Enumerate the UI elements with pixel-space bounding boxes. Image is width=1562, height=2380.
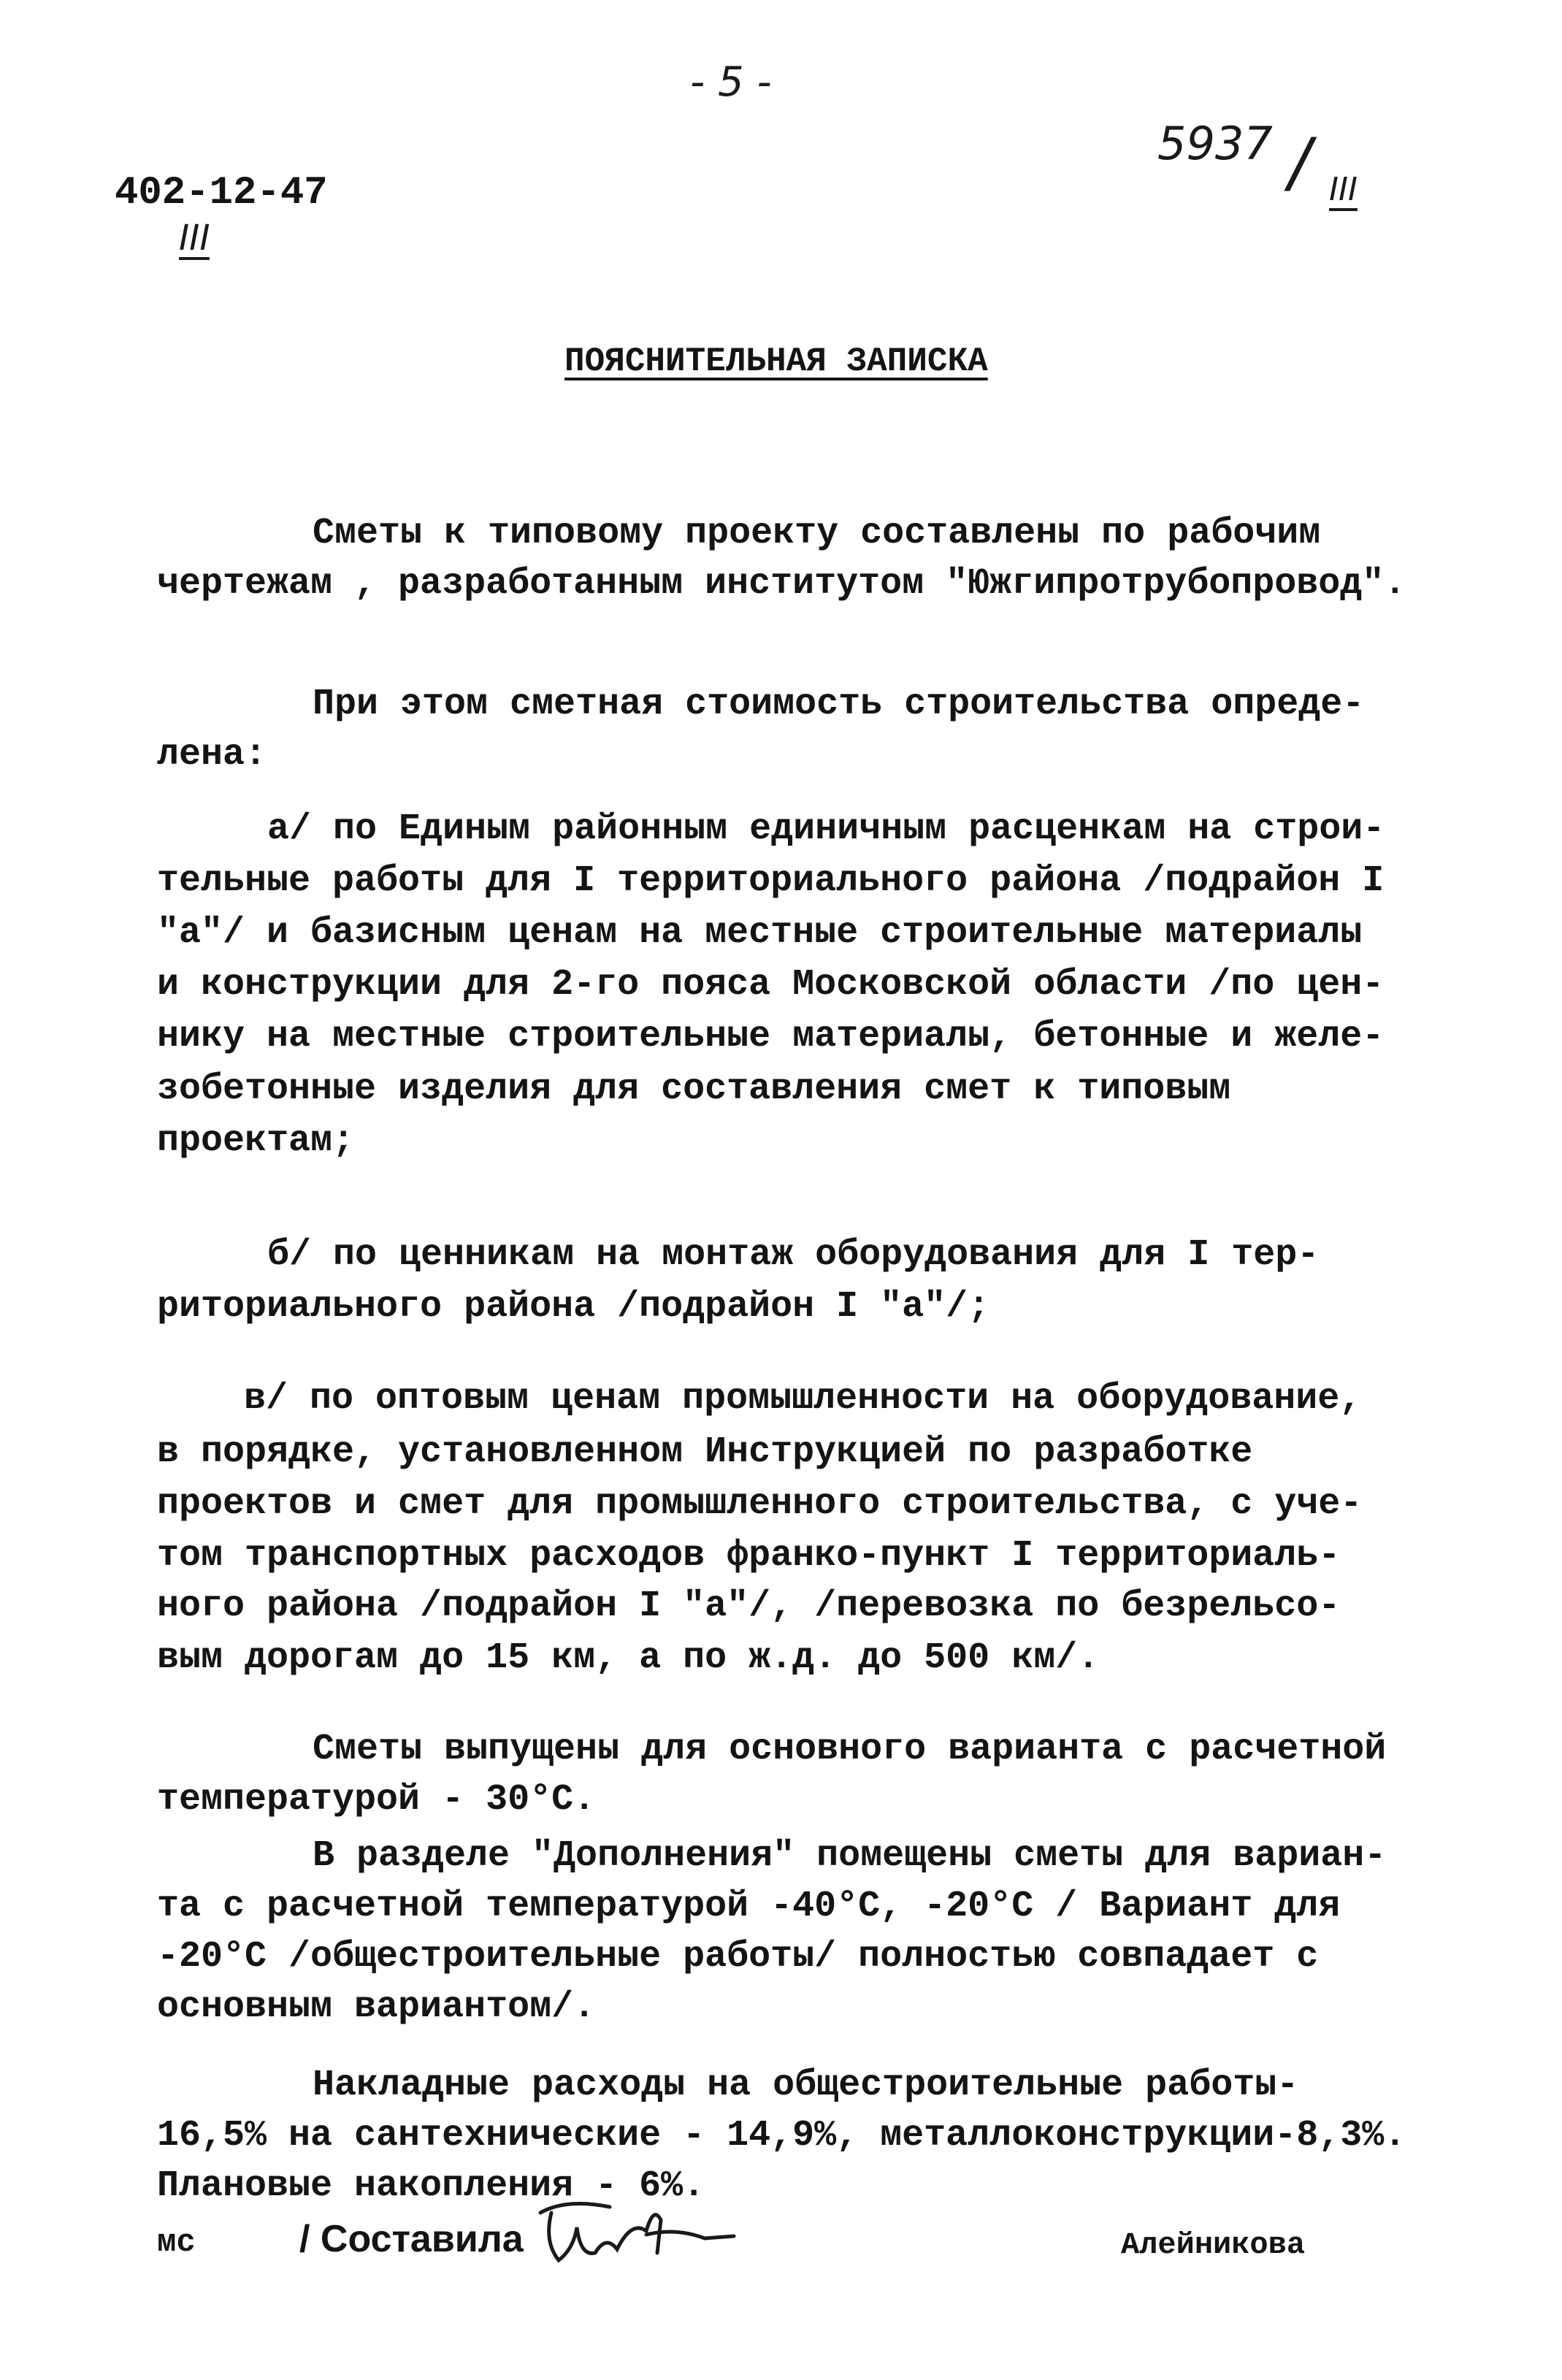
text-line: тельные работы для I территориального района /подрайон I	[157, 860, 1385, 902]
archive-number: 5937	[1157, 117, 1273, 170]
text-line: зобетонные изделия для составления смет к типовым	[157, 1068, 1231, 1110]
page-number: - 5 -	[690, 58, 772, 106]
text-line: вым дорогам до 15 км, а по ж.д. до 500 км/.	[157, 1637, 1100, 1679]
archive-slash: /	[1289, 124, 1312, 201]
text-line: лена:	[157, 734, 267, 776]
text-line: Плановые накопления - 6%.	[157, 2165, 705, 2207]
text-line: проектов и смет для промышленного строительства, с уче-	[157, 1483, 1363, 1525]
text-line: температурой - 30°C.	[157, 1779, 596, 1821]
page-title: ПОЯСНИТЕЛЬНАЯ ЗАПИСКА	[564, 343, 988, 380]
text-line: чертежам , разработанным институтом "Южгипротрубопровод".	[157, 563, 1406, 605]
text-line: При этом сметная стоимость строительства опреде-	[313, 684, 1365, 725]
document-code-sub: III	[179, 218, 210, 259]
text-line: нику на местные строительные материалы, бетонные и желе-	[157, 1016, 1385, 1057]
text-line: -20°C /общестроительные работы/ полностью совпадает с	[157, 1936, 1319, 1978]
text-line: а/ по Единым районным единичным расценкам на строи-	[267, 808, 1385, 850]
text-line: Сметы выпущены для основного варианта с расчетной	[313, 1729, 1387, 1770]
compiled-label: / Составила	[299, 2218, 524, 2260]
document-code: 402-12-47	[115, 171, 328, 215]
text-line: В разделе "Дополнения" помещены сметы для вариан-	[313, 1835, 1387, 1877]
text-line: в порядке, установленном Инструкцией по разработке	[157, 1431, 1253, 1473]
text-line: в/ по оптовым ценам промышленности на оборудование,	[244, 1378, 1362, 1420]
text-line: Сметы к типовому проекту составлены по рабочим	[313, 513, 1321, 554]
compiler-name: Алейникова	[1121, 2227, 1306, 2262]
text-line: и конструкции для 2-го пояса Московской области /по цен-	[157, 964, 1385, 1006]
text-line: Накладные расходы на общестроительные работы-	[313, 2065, 1299, 2106]
text-line: 16,5% на сантехнические - 14,9%, металлоконструкции-8,3%.	[157, 2115, 1406, 2157]
text-line: проектам;	[157, 1120, 355, 1162]
text-line: ного района /подрайон I "а"/, /перевозка по безрельсо-	[157, 1585, 1341, 1627]
text-line: б/ по ценникам на монтаж оборудования для I тер-	[267, 1234, 1320, 1276]
handwritten-signature	[537, 2191, 741, 2271]
archive-sub: III	[1329, 172, 1358, 211]
typist-mark: мс	[157, 2224, 196, 2261]
text-line: основным вариантом/.	[157, 1986, 596, 2028]
text-line: риториального района /подрайон I "а"/;	[157, 1286, 990, 1328]
text-line: "а"/ и базисным ценам на местные строительные материалы	[157, 912, 1363, 954]
text-line: том транспортных расходов франко-пункт I территориаль-	[157, 1535, 1341, 1577]
text-line: та с расчетной температурой -40°C, -20°C / Вариант для	[157, 1886, 1341, 1927]
